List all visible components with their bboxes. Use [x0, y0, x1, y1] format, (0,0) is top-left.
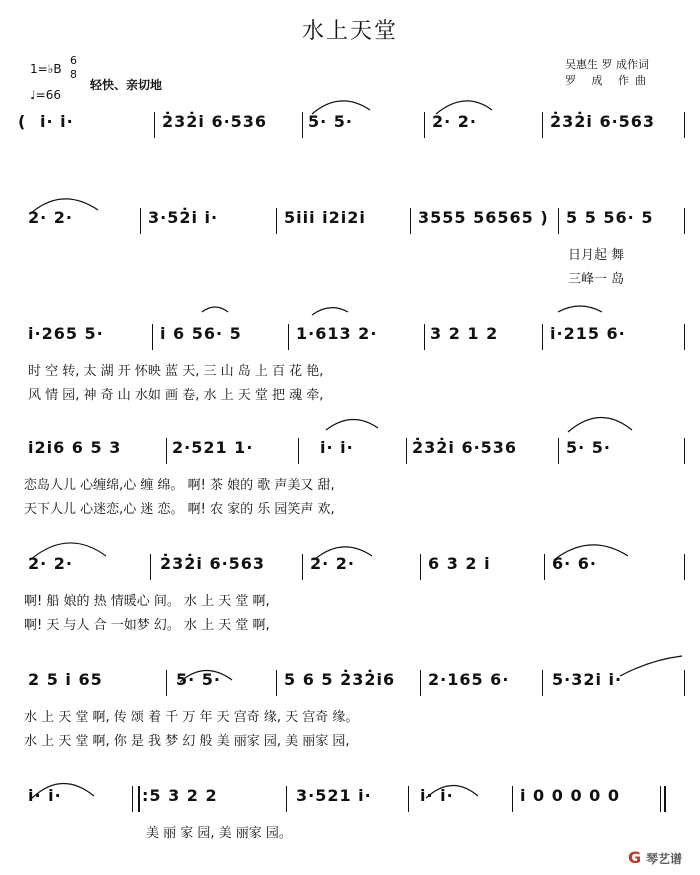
site-logo [628, 848, 682, 867]
repeat-bar [138, 786, 140, 812]
bar-line [420, 554, 421, 580]
lyric-line: 啊! 天 与人 合 一如梦 幻。 水 上 天 堂 啊, [24, 618, 270, 633]
note-group: i·265 5· [28, 324, 104, 343]
key-signature: 1=♭B [30, 62, 62, 76]
bar-line [424, 112, 425, 138]
bar-line [660, 786, 661, 812]
bar-line [166, 670, 167, 696]
note-group: 5iii i2i2i [284, 208, 366, 227]
note-group: 2̇32̇i 6·563 [160, 554, 266, 573]
bar-line [302, 554, 303, 580]
note-group: i· i· [320, 438, 354, 457]
final-bar [664, 786, 666, 812]
tie-arc [326, 419, 378, 430]
meter-bottom: 8 [70, 68, 77, 81]
tie-arc [314, 547, 372, 560]
bar-line [166, 438, 167, 464]
tie-arc [568, 417, 632, 432]
bar-line [558, 208, 559, 234]
lyric-line: 天下人儿 心迷恋,心 迷 恋。 啊! 农 家的 乐 园笑声 欢, [24, 502, 335, 517]
note-group: 2· 2· [28, 208, 73, 227]
tie-arc [312, 308, 348, 315]
bar-line [152, 324, 153, 350]
note-group: i· i· [28, 786, 62, 805]
note-group: 5· 5· [308, 112, 353, 131]
bar-line [150, 554, 151, 580]
note-group: 2̇32̇i 6·536 [412, 438, 518, 457]
note-group: 5·32i i· [552, 670, 623, 689]
lyricist-credit: 吴惠生 罗 成作词 [565, 58, 649, 71]
note-group: 3·52̇i i· [148, 208, 219, 227]
lyric-line: 水 上 天 堂 啊, 传 颂 着 千 万 年 天 宫奇 缘, 天 宫奇 缘。 [24, 710, 359, 725]
tie-arc [426, 785, 478, 798]
bar-line [684, 438, 685, 464]
bar-line [512, 786, 513, 812]
tempo-marking: ♩=66 [30, 88, 61, 102]
tie-arc [202, 307, 228, 312]
tie-arc [32, 783, 94, 798]
note-group: :5 3 2 2 [142, 786, 218, 805]
bar-line [288, 324, 289, 350]
bar-line [542, 112, 543, 138]
note-group: 6· 6· [552, 554, 597, 573]
tie-arc [180, 670, 232, 682]
bar-line [544, 554, 545, 580]
note-group: 2 5 i 65 [28, 670, 103, 689]
note-group: 6 3 2 i [428, 554, 491, 573]
note-group: i· i· [40, 112, 74, 131]
note-group: i 0 0 0 0 0 [520, 786, 620, 805]
logo-text: 琴艺谱 [646, 852, 683, 866]
bar-line [298, 438, 299, 464]
note-group: i· i· [420, 786, 454, 805]
bar-line [286, 786, 287, 812]
bar-line [132, 786, 133, 812]
tie-arc [436, 101, 492, 114]
song-title: 水上天堂 [301, 19, 398, 44]
note-group: 3 2 1 2 [430, 324, 499, 343]
composer-credit: 罗 成 作曲 [565, 74, 652, 87]
bar-line [276, 208, 277, 234]
bar-line [410, 208, 411, 234]
note-group: i·215 6· [550, 324, 626, 343]
tie-arc [30, 543, 106, 560]
tie-arc [554, 545, 628, 560]
logo-icon: G [628, 848, 642, 867]
meter-top: 6 [70, 54, 77, 67]
bar-line [684, 208, 685, 234]
note-group: i2i6 6 5 3 [28, 438, 122, 457]
note-group: ( [18, 112, 27, 131]
lyric-line: 三峰一 岛 [568, 272, 625, 287]
note-group: 2·521 1· [172, 438, 254, 457]
bar-line [420, 670, 421, 696]
bar-line [542, 670, 543, 696]
note-group: 5· 5· [566, 438, 611, 457]
note-group: 2̇32̇i 6·563 [550, 112, 656, 131]
note-group: 2· 2· [310, 554, 355, 573]
lyric-line: 啊! 船 娘的 热 情暖心 间。 水 上 天 堂 啊, [24, 594, 270, 609]
bar-line [684, 112, 685, 138]
note-group: 5· 5· [176, 670, 221, 689]
tie-arc [620, 656, 682, 676]
lyric-line: 美 丽 家 园, 美 丽家 园。 [146, 826, 292, 841]
note-group: 2· 2· [432, 112, 477, 131]
lyric-line: 水 上 天 堂 啊, 你 是 我 梦 幻 般 美 丽家 园, 美 丽家 园, [24, 734, 350, 749]
bar-line [684, 554, 685, 580]
lyric-line: 日月起 舞 [568, 248, 625, 263]
bar-line [684, 670, 685, 696]
bar-line [684, 324, 685, 350]
note-group: 3·521 i· [296, 786, 372, 805]
note-group: 5 6 5 2̇32̇i6 [284, 670, 396, 689]
bar-line [154, 112, 155, 138]
expression-marking: 轻快、亲切地 [90, 78, 163, 92]
note-group: 2·165 6· [428, 670, 510, 689]
lyric-line: 风 情 园, 神 奇 山 水如 画 卷, 水 上 天 堂 把 魂 牵, [28, 388, 324, 403]
note-group: 2̇32̇i 6·536 [162, 112, 268, 131]
bar-line [276, 670, 277, 696]
note-group: 1·613 2· [296, 324, 378, 343]
bar-line [408, 786, 409, 812]
bar-line [424, 324, 425, 350]
tie-arc [312, 101, 370, 114]
lyric-line: 恋岛人儿 心缠绵,心 缠 绵。 啊! 茶 娘的 歌 声美又 甜, [24, 478, 335, 493]
tie-arc [30, 199, 98, 214]
bar-line [406, 438, 407, 464]
bar-line [140, 208, 141, 234]
note-group: i 6 56· 5 [160, 324, 242, 343]
bar-line [302, 112, 303, 138]
bar-line [542, 324, 543, 350]
note-group: 2· 2· [28, 554, 73, 573]
lyric-line: 时 空 转, 太 湖 开 怀映 蓝 天, 三 山 岛 上 百 花 艳, [28, 364, 324, 379]
note-group: 5 5 56· 5 [566, 208, 654, 227]
note-group: 3555 56565 ) [418, 208, 549, 227]
tie-arc [558, 306, 602, 312]
bar-line [558, 438, 559, 464]
